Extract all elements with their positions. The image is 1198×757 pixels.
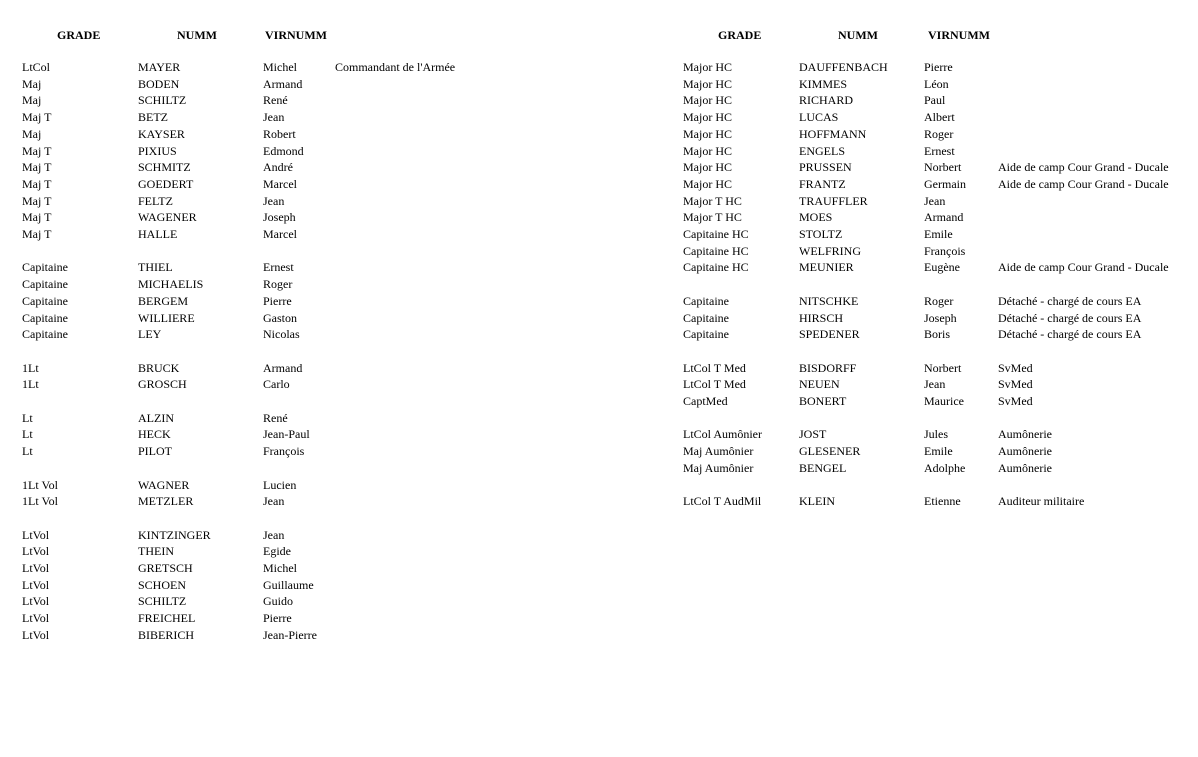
cell-grade: 1Lt bbox=[22, 360, 39, 375]
cell-numm: THIEL bbox=[138, 260, 173, 275]
cell-grade: Capitaine bbox=[683, 327, 729, 342]
cell-grade: LtVol bbox=[22, 594, 50, 609]
cell-numm: NEUEN bbox=[799, 377, 840, 392]
cell-virnumm: Jules bbox=[924, 427, 948, 442]
cell-grade: LtCol T Med bbox=[683, 377, 746, 392]
cell-note: Aide de camp Cour Grand - Ducale bbox=[998, 176, 1169, 191]
cell-virnumm: Albert bbox=[924, 110, 955, 125]
cell-grade: 1Lt Vol bbox=[22, 477, 58, 492]
cell-virnumm: Jean-Pierre bbox=[263, 627, 317, 642]
cell-numm: BERGEM bbox=[138, 293, 189, 308]
cell-numm: WAGNER bbox=[138, 477, 190, 492]
cell-numm: HOFFMANN bbox=[799, 126, 867, 141]
cell-numm: HECK bbox=[138, 427, 171, 442]
cell-numm: PILOT bbox=[138, 444, 172, 459]
cell-virnumm: Germain bbox=[924, 176, 966, 191]
cell-numm: KLEIN bbox=[799, 494, 835, 509]
cell-numm: ENGELS bbox=[799, 143, 845, 158]
cell-virnumm: Léon bbox=[924, 76, 949, 91]
cell-numm: JOST bbox=[799, 427, 827, 442]
cell-grade: Capitaine bbox=[683, 310, 729, 325]
cell-virnumm: Gaston bbox=[263, 310, 297, 325]
cell-numm: METZLER bbox=[138, 494, 194, 509]
cell-numm: LUCAS bbox=[799, 110, 839, 125]
cell-grade: Major T HC bbox=[683, 210, 742, 225]
cell-grade: Maj T bbox=[22, 110, 52, 125]
cell-virnumm: Jean-Paul bbox=[263, 427, 310, 442]
cell-numm: WAGENER bbox=[138, 210, 197, 225]
cell-virnumm: Pierre bbox=[924, 60, 953, 74]
cell-virnumm: Jean bbox=[924, 193, 946, 208]
cell-grade: Capitaine bbox=[683, 293, 729, 308]
cell-note: Aumônerie bbox=[998, 444, 1052, 459]
cell-numm: MICHAELIS bbox=[138, 277, 204, 292]
cell-grade: Capitaine bbox=[22, 310, 68, 325]
cell-numm: BONERT bbox=[799, 394, 847, 408]
cell-numm: MAYER bbox=[138, 60, 181, 74]
cell-grade: Major HC bbox=[683, 93, 732, 108]
cell-numm: WELFRING bbox=[799, 243, 861, 258]
cell-numm: SCHILTZ bbox=[138, 93, 187, 108]
cell-virnumm: André bbox=[263, 160, 293, 175]
cell-grade: Capitaine bbox=[22, 327, 68, 342]
cell-grade: Maj T bbox=[22, 210, 52, 225]
cell-numm: FREICHEL bbox=[138, 611, 196, 626]
cell-numm: HIRSCH bbox=[799, 310, 844, 325]
cell-grade: Major HC bbox=[683, 60, 732, 74]
cell-virnumm: Roger bbox=[924, 126, 954, 141]
cell-numm: HALLE bbox=[138, 227, 178, 241]
cell-virnumm: Egide bbox=[263, 544, 291, 559]
cell-grade: Capitaine bbox=[22, 277, 68, 292]
header-numm: NUMM bbox=[177, 28, 217, 42]
cell-numm: SPEDENER bbox=[799, 327, 860, 342]
cell-virnumm: Armand bbox=[924, 210, 964, 225]
cell-numm: KINTZINGER bbox=[138, 527, 211, 542]
cell-grade: Capitaine bbox=[22, 293, 68, 308]
cell-note: SvMed bbox=[998, 377, 1033, 392]
cell-numm: KIMMES bbox=[799, 76, 848, 91]
cell-numm: SCHOEN bbox=[138, 577, 187, 592]
cell-grade: Lt bbox=[22, 444, 33, 459]
cell-grade: Lt bbox=[22, 427, 33, 442]
cell-note: SvMed bbox=[998, 360, 1033, 375]
cell-grade: Major HC bbox=[683, 143, 732, 158]
cell-virnumm: Marcel bbox=[263, 227, 297, 241]
cell-numm: BRUCK bbox=[138, 360, 180, 375]
cell-numm: THEIN bbox=[138, 544, 174, 559]
cell-grade: Maj Aumônier bbox=[683, 460, 754, 475]
cell-note: Commandant de l'Armée bbox=[335, 60, 456, 74]
cell-note: Aide de camp Cour Grand - Ducale bbox=[998, 160, 1169, 175]
cell-virnumm: Guido bbox=[263, 594, 293, 609]
cell-virnumm: Jean bbox=[263, 110, 285, 125]
cell-virnumm: Pierre bbox=[263, 293, 292, 308]
cell-numm: BODEN bbox=[138, 76, 180, 91]
cell-virnumm: François bbox=[263, 444, 305, 459]
cell-virnumm: Michel bbox=[263, 561, 297, 575]
cell-numm: GLESENER bbox=[799, 444, 861, 459]
header-numm: NUMM bbox=[838, 28, 878, 42]
cell-numm: SCHMITZ bbox=[138, 160, 191, 175]
cell-virnumm: Jean bbox=[263, 494, 285, 509]
cell-virnumm: Ernest bbox=[263, 260, 294, 275]
cell-grade: Major HC bbox=[683, 126, 732, 141]
cell-virnumm: Edmond bbox=[263, 143, 304, 158]
cell-grade: Maj Aumônier bbox=[683, 444, 754, 459]
cell-virnumm: Armand bbox=[263, 76, 303, 91]
cell-virnumm: Armand bbox=[263, 360, 303, 375]
cell-grade: LtVol bbox=[22, 527, 50, 542]
cell-grade: 1Lt bbox=[22, 377, 39, 392]
cell-virnumm: Maurice bbox=[924, 394, 964, 408]
cell-numm: BISDORFF bbox=[799, 360, 857, 375]
cell-grade: Major HC bbox=[683, 76, 732, 91]
header-virnumm: VIRNUMM bbox=[928, 28, 990, 42]
header-grade: GRADE bbox=[57, 28, 101, 42]
cell-grade: LtVol bbox=[22, 561, 50, 575]
cell-grade: Maj T bbox=[22, 193, 52, 208]
cell-grade: Capitaine HC bbox=[683, 260, 749, 275]
cell-grade: LtVol bbox=[22, 627, 50, 642]
cell-numm: NITSCHKE bbox=[799, 293, 859, 308]
cell-numm: GROSCH bbox=[138, 377, 187, 392]
cell-grade: Maj T bbox=[22, 227, 52, 241]
cell-grade: Capitaine bbox=[22, 260, 68, 275]
cell-virnumm: Roger bbox=[263, 277, 293, 292]
cell-numm: ALZIN bbox=[138, 410, 174, 425]
cell-note: Détaché - chargé de cours EA bbox=[998, 310, 1142, 325]
cell-note: Aumônerie bbox=[998, 460, 1052, 475]
cell-numm: TRAUFFLER bbox=[799, 193, 868, 208]
cell-numm: BETZ bbox=[138, 110, 168, 125]
cell-grade: LtVol bbox=[22, 611, 50, 626]
cell-numm: DAUFFENBACH bbox=[799, 60, 888, 74]
cell-virnumm: Emile bbox=[924, 227, 953, 241]
cell-numm: LEY bbox=[138, 327, 162, 342]
cell-virnumm: Carlo bbox=[263, 377, 290, 392]
cell-numm: KAYSER bbox=[138, 126, 185, 141]
cell-numm: GRETSCH bbox=[138, 561, 193, 575]
cell-virnumm: Joseph bbox=[263, 210, 296, 225]
cell-numm: RICHARD bbox=[799, 93, 854, 108]
cell-virnumm: Lucien bbox=[263, 477, 297, 492]
cell-grade: 1Lt Vol bbox=[22, 494, 58, 509]
cell-virnumm: Jean bbox=[263, 193, 285, 208]
cell-virnumm: Emile bbox=[924, 444, 953, 459]
cell-grade: Maj bbox=[22, 76, 42, 91]
cell-note: Aumônerie bbox=[998, 427, 1052, 442]
cell-note: SvMed bbox=[998, 394, 1033, 408]
cell-grade: Major HC bbox=[683, 110, 732, 125]
cell-grade: Major HC bbox=[683, 160, 732, 175]
cell-grade: Maj T bbox=[22, 160, 52, 175]
cell-numm: PIXIUS bbox=[138, 143, 177, 158]
cell-virnumm: Jean bbox=[263, 527, 285, 542]
cell-virnumm: Guillaume bbox=[263, 577, 314, 592]
cell-note: Détaché - chargé de cours EA bbox=[998, 327, 1142, 342]
cell-numm: SCHILTZ bbox=[138, 594, 187, 609]
header-grade: GRADE bbox=[718, 28, 762, 42]
cell-numm: FRANTZ bbox=[799, 176, 846, 191]
cell-virnumm: Norbert bbox=[924, 160, 962, 175]
cell-numm: GOEDERT bbox=[138, 176, 194, 191]
cell-grade: Lt bbox=[22, 410, 33, 425]
cell-virnumm: Roger bbox=[924, 293, 954, 308]
cell-numm: PRUSSEN bbox=[799, 160, 852, 175]
cell-virnumm: Pierre bbox=[263, 611, 292, 626]
cell-virnumm: François bbox=[924, 243, 966, 258]
cell-numm: MEUNIER bbox=[799, 260, 854, 275]
cell-virnumm: Eugène bbox=[924, 260, 960, 275]
cell-numm: MOES bbox=[799, 210, 833, 225]
cell-grade: Major T HC bbox=[683, 193, 742, 208]
cell-grade: Capitaine HC bbox=[683, 227, 749, 241]
cell-numm: FELTZ bbox=[138, 193, 173, 208]
cell-numm: WILLIERE bbox=[138, 310, 195, 325]
cell-note: Aide de camp Cour Grand - Ducale bbox=[998, 260, 1169, 275]
cell-grade: LtCol T AudMil bbox=[683, 494, 762, 509]
cell-virnumm: Marcel bbox=[263, 176, 297, 191]
cell-grade: LtCol T Med bbox=[683, 360, 746, 375]
cell-grade: LtVol bbox=[22, 544, 50, 559]
cell-virnumm: Jean bbox=[924, 377, 946, 392]
cell-note: Auditeur militaire bbox=[998, 494, 1085, 509]
cell-virnumm: Robert bbox=[263, 126, 296, 141]
cell-virnumm: Etienne bbox=[924, 494, 961, 509]
cell-grade: Maj T bbox=[22, 143, 52, 158]
cell-note: Détaché - chargé de cours EA bbox=[998, 293, 1142, 308]
cell-virnumm: René bbox=[263, 410, 288, 425]
cell-grade: Capitaine HC bbox=[683, 243, 749, 258]
cell-virnumm: Norbert bbox=[924, 360, 962, 375]
cell-virnumm: Adolphe bbox=[924, 460, 966, 475]
cell-numm: STOLTZ bbox=[799, 227, 843, 241]
header-virnumm: VIRNUMM bbox=[265, 28, 327, 42]
cell-virnumm: René bbox=[263, 93, 288, 108]
cell-grade: Maj bbox=[22, 93, 42, 108]
cell-grade: CaptMed bbox=[683, 394, 728, 408]
cell-grade: LtCol Aumônier bbox=[683, 427, 762, 442]
cell-grade: Maj bbox=[22, 126, 42, 141]
cell-numm: BENGEL bbox=[799, 460, 847, 475]
cell-virnumm: Nicolas bbox=[263, 327, 300, 342]
cell-virnumm: Boris bbox=[924, 327, 951, 342]
cell-grade: Maj T bbox=[22, 176, 52, 191]
cell-virnumm: Ernest bbox=[924, 143, 955, 158]
cell-grade: LtVol bbox=[22, 577, 50, 592]
cell-virnumm: Michel bbox=[263, 60, 297, 74]
cell-virnumm: Joseph bbox=[924, 310, 957, 325]
cell-numm: BIBERICH bbox=[138, 627, 195, 642]
cell-grade: Major HC bbox=[683, 176, 732, 191]
cell-grade: LtCol bbox=[22, 60, 51, 74]
cell-virnumm: Paul bbox=[924, 93, 946, 108]
